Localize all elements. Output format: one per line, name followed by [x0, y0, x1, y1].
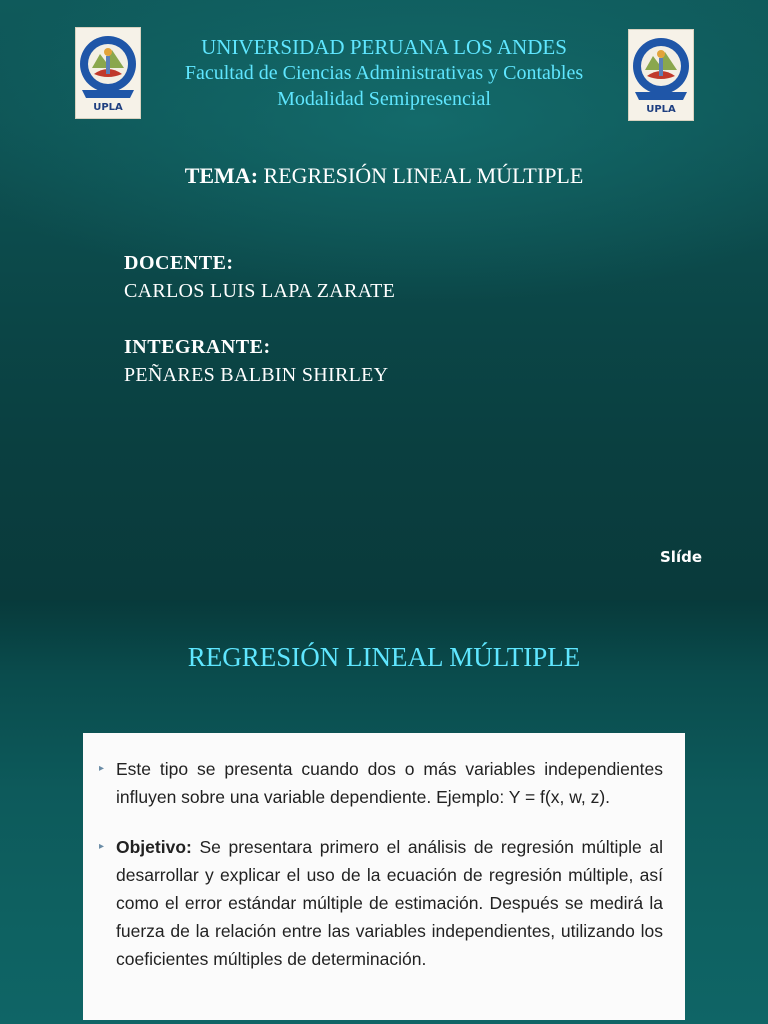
faculty-name: Facultad de Ciencias Administrativas y Contables [184, 62, 584, 84]
slide-tag: Slíde [660, 548, 702, 566]
svg-text:UPLA: UPLA [646, 104, 676, 115]
content-slide-title: REGRESIÓN LINEAL MÚLTIPLE [187, 642, 581, 672]
topic-value: REGRESIÓN LINEAL MÚLTIPLE [263, 163, 584, 188]
docente-label: DOCENTE: [124, 252, 234, 274]
university-logo-left [75, 27, 141, 119]
topic-line [0, 163, 768, 189]
university-logo-right [628, 29, 694, 121]
bullet-item [97, 755, 663, 811]
bullet-lead: Objetivo: [116, 837, 192, 857]
university-header [140, 34, 628, 112]
integrante-value: PEÑARES BALBIN SHIRLEY [124, 364, 389, 386]
modality-name: Modalidad Semipresencial [277, 88, 491, 110]
bullet-text: Este tipo se presenta cuando dos o más variables independientes influyen sobre una variable dependiente. Ejemplo: Y = f(x, w, z). [116, 759, 663, 807]
bullet-item [97, 833, 663, 973]
bullet-arrow-icon: ▸ [99, 763, 105, 774]
bullet-text: Se presentara primero el análisis de regresión múltiple al desarrollar y explicar el uso de la ecuación de regresión múltiple, así como el error estándar múltiple de estimación. Después se medirá la fuerza de la relación entre las variables independientes, utilizando los coeficientes múltiples de determinación. [116, 837, 663, 969]
docente-value: CARLOS LUIS LAPA ZARATE [124, 280, 396, 302]
university-name: UNIVERSIDAD PERUANA LOS ANDES [201, 35, 567, 59]
integrante-label: INTEGRANTE: [124, 336, 271, 358]
topic-label: TEMA: [184, 163, 259, 188]
svg-text:UPLA: UPLA [93, 102, 123, 113]
bullet-arrow-icon: ▸ [99, 841, 105, 852]
content-box [83, 733, 685, 1020]
